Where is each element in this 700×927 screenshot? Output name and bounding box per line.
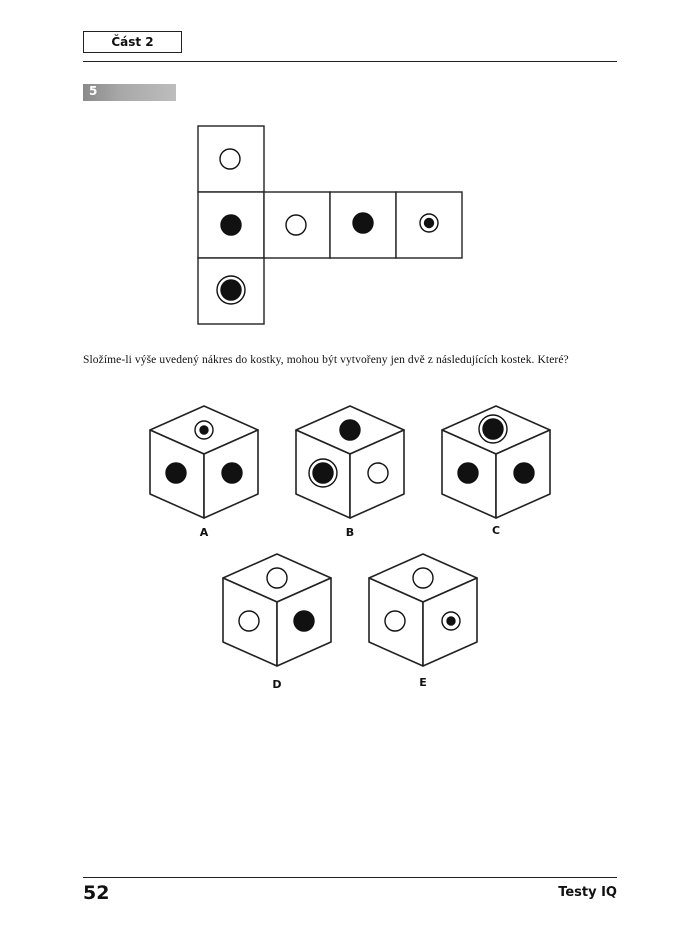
empty-circle-icon	[413, 568, 433, 588]
dot-in-ring-icon	[442, 612, 460, 630]
question-number: 5	[89, 84, 98, 98]
empty-circle-icon	[368, 463, 388, 483]
book-title: Testy IQ	[558, 885, 617, 900]
filled-circle-icon	[340, 420, 360, 440]
filled-circle-icon	[166, 463, 186, 483]
dot-in-ring-icon	[195, 421, 213, 439]
option-label-a: A	[199, 526, 209, 539]
filled-circle-icon	[222, 463, 242, 483]
option-label-c: C	[491, 524, 501, 537]
big-dot-in-ring-icon	[309, 459, 337, 487]
page-number: 52	[83, 882, 110, 904]
empty-circle-icon	[385, 611, 405, 631]
filled-circle-icon	[294, 611, 314, 631]
section-label: Část 2	[83, 31, 182, 53]
empty-circle-icon	[239, 611, 259, 631]
footer-divider	[83, 877, 617, 878]
big-dot-in-ring-icon	[479, 415, 507, 443]
option-label-b: B	[345, 526, 355, 539]
option-label-d: D	[272, 678, 282, 691]
option-label-e: E	[419, 676, 427, 689]
empty-circle-icon	[267, 568, 287, 588]
filled-circle-icon	[458, 463, 478, 483]
filled-circle-icon	[514, 463, 534, 483]
question-text: Složíme-li výše uvedený nákres do kostky, mohou být vytvořeny jen dvě z následujících kostek. Které?	[83, 354, 569, 366]
